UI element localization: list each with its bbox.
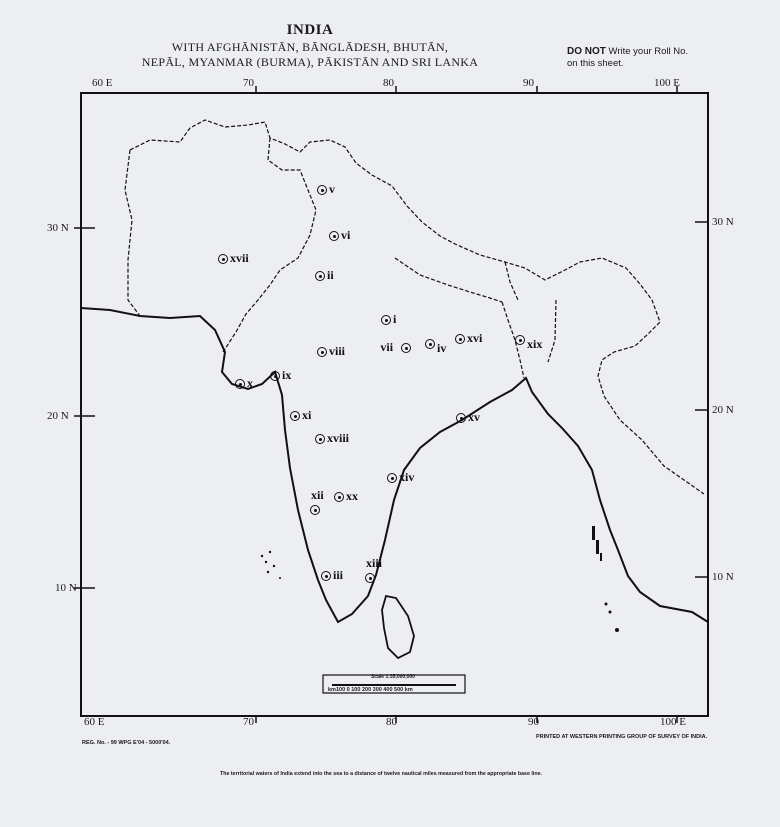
lon-bottom-70: 70 bbox=[243, 716, 254, 728]
marker-label-iii: iii bbox=[333, 568, 344, 582]
printer-credit: PRINTED AT WESTERN PRINTING GROUP OF SURVEY OF INDIA. bbox=[536, 734, 708, 740]
marker-circle-xv bbox=[456, 413, 466, 423]
marker-label-i: i bbox=[393, 312, 397, 326]
lon-top-80: 80 bbox=[383, 77, 394, 89]
marker-circle-xi bbox=[290, 411, 300, 421]
lon-top-60: 60 E bbox=[92, 77, 113, 89]
coastline bbox=[81, 308, 708, 622]
notice-bold: DO NOT bbox=[567, 46, 606, 57]
marker-circle-viii bbox=[317, 347, 327, 357]
frame-ticks bbox=[74, 86, 708, 723]
marker-label-xvi: xvi bbox=[467, 331, 483, 345]
lat-left-10: 10 N bbox=[55, 582, 77, 594]
lon-top-90: 90 bbox=[523, 77, 534, 89]
marker-circle-xviii bbox=[315, 434, 325, 444]
sri-lanka-outline bbox=[382, 596, 414, 658]
islands bbox=[261, 526, 619, 632]
marker-label-xx: xx bbox=[346, 489, 358, 503]
marker-circle-xx bbox=[334, 492, 344, 502]
lat-right-10: 10 N bbox=[712, 571, 734, 583]
marker-circle-xix bbox=[515, 335, 525, 345]
lon-bottom-100: 100 E bbox=[660, 716, 686, 728]
marker-circle-i bbox=[381, 315, 391, 325]
marker-label-xv: xv bbox=[468, 410, 480, 424]
marker-circle-vii bbox=[401, 343, 411, 353]
marker-label-vii: vii bbox=[380, 340, 394, 354]
registration-number: REG. No. - 99 WPG E'04 - 5000'04. bbox=[82, 740, 171, 746]
marker-label-viii: viii bbox=[329, 344, 346, 358]
marker-label-xiv: xiv bbox=[399, 470, 415, 484]
marker-label-ii: ii bbox=[327, 268, 334, 282]
lat-left-20: 20 N bbox=[47, 410, 69, 422]
eastern-borders bbox=[395, 258, 556, 378]
lon-bottom-90: 90 bbox=[528, 716, 539, 728]
marker-label-v: v bbox=[329, 182, 335, 196]
marker-circle-xii bbox=[310, 505, 320, 515]
western-borders bbox=[125, 138, 316, 352]
lon-bottom-80: 80 bbox=[386, 716, 397, 728]
marker-label-xix: xix bbox=[527, 337, 543, 351]
territorial-waters-note: The territorial waters of India extend into the sea to a distance of twelve nautical miles measured from the appropriate base line. bbox=[220, 771, 543, 777]
map-subtitle-line1: WITH AFGHĀNISTĀN, BĀNGLĀDESH, BHUTĀN, bbox=[171, 40, 449, 54]
marker-circle-x bbox=[235, 379, 245, 389]
map-subtitle-line2: NEPĀL, MYANMAR (BURMA), PĀKISTĀN AND SRI LANKA bbox=[141, 55, 479, 69]
marker-label-xii: xii bbox=[311, 488, 324, 502]
marker-label-x: x bbox=[247, 376, 253, 390]
notice-line2: on this sheet. bbox=[567, 58, 624, 69]
notice-line1: Write your Roll No. bbox=[608, 46, 689, 57]
lat-left-30: 30 N bbox=[47, 222, 69, 234]
marker-circle-iv bbox=[425, 339, 435, 349]
marker-circle-xvii bbox=[218, 254, 228, 264]
marker-label-xi: xi bbox=[302, 408, 312, 422]
marker-circle-iii bbox=[321, 571, 331, 581]
marker-circle-xiv bbox=[387, 473, 397, 483]
marker-circle-ix bbox=[270, 371, 280, 381]
map-frame bbox=[81, 93, 708, 716]
marker-label-xviii: xviii bbox=[327, 431, 350, 445]
lat-right-30: 30 N bbox=[712, 216, 734, 228]
marker-label-xvii: xvii bbox=[230, 251, 249, 265]
marker-circle-xiii bbox=[365, 573, 375, 583]
lon-top-70: 70 bbox=[243, 77, 254, 89]
northern-border bbox=[130, 120, 704, 494]
marker-label-xiii: xiii bbox=[366, 556, 383, 570]
lat-right-20: 20 N bbox=[712, 404, 734, 416]
lon-bottom-60: 60 E bbox=[84, 716, 105, 728]
marker-label-vi: vi bbox=[341, 228, 351, 242]
scale-ticks: km100 0 100 200 300 400 500 km bbox=[328, 687, 413, 693]
marker-label-iv: iv bbox=[437, 341, 447, 355]
scale-title: Scale 1:35,000,000 bbox=[371, 674, 415, 680]
marker-circle-vi bbox=[329, 231, 339, 241]
marker-circle-v bbox=[317, 185, 327, 195]
marker-circle-ii bbox=[315, 271, 325, 281]
lon-top-100: 100 E bbox=[654, 77, 680, 89]
map-title: INDIA bbox=[286, 22, 334, 38]
marker-circle-xvi bbox=[455, 334, 465, 344]
marker-label-ix: ix bbox=[282, 368, 292, 382]
